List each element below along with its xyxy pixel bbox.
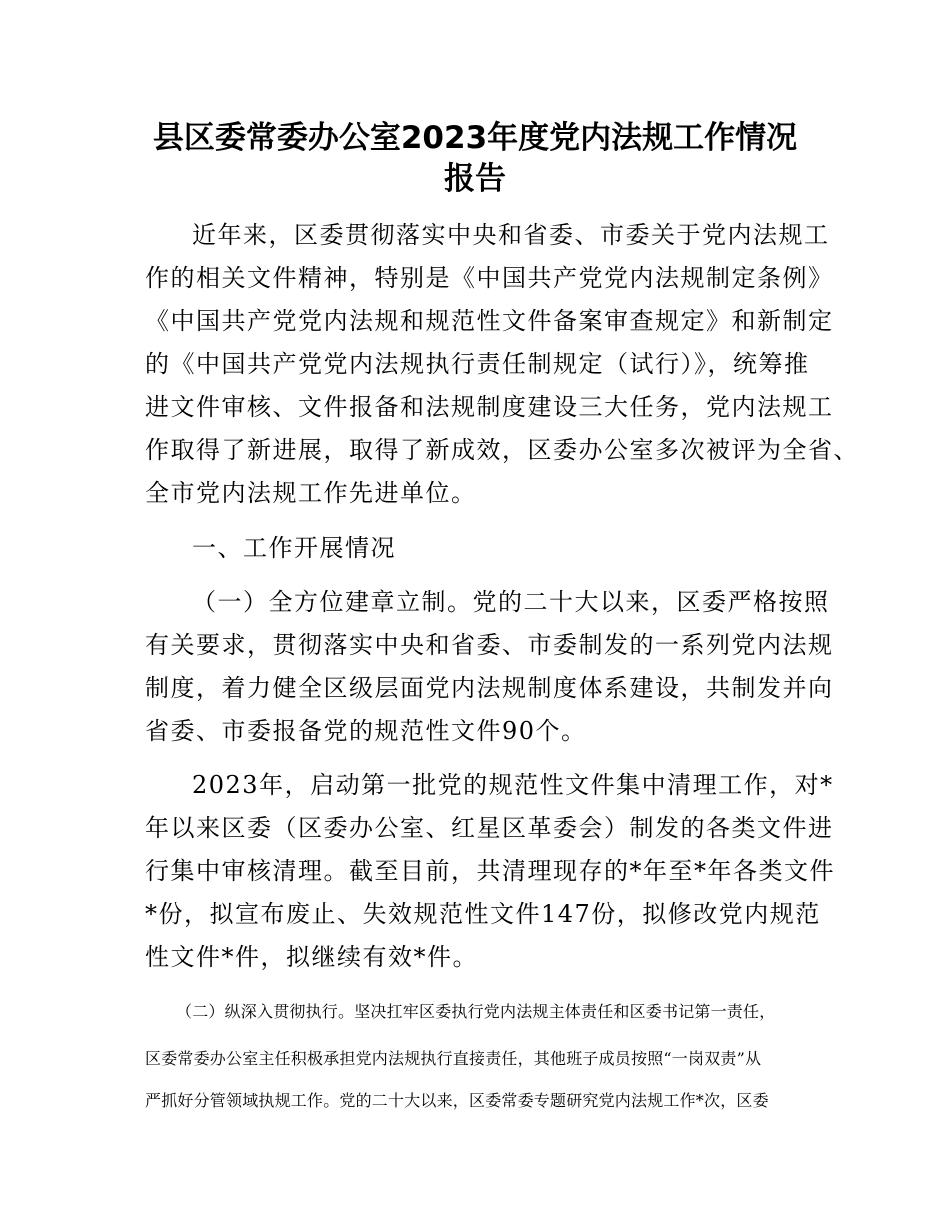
paragraph-line: 行集中审核清理。截至目前，共清理现存的*年至*年各类文件 [145, 857, 835, 885]
paragraph-line: 全市党内法规工作先进单位。 [145, 479, 477, 507]
paragraph-line: 进文件审核、文件报备和法规制度建设三大任务，党内法规工 [145, 393, 834, 421]
paragraph-line: 的《中国共产党党内法规执行责任制规定（试行）》，统筹推 [145, 350, 810, 378]
paragraph-line: 严抓好分管领域执规工作。党的二十大以来，区委常委专题研究党内法规工作*次，区委 [145, 1091, 769, 1110]
document-title-line-1: 县区委常委办公室2023年度党内法规工作情况 [152, 120, 798, 156]
paragraph-line: 年以来区委（区委办公室、红星区革委会）制发的各类文件进 [145, 814, 834, 842]
paragraph-line: （二）纵深入贯彻执行。坚决扛牢区委执行党内法规主体责任和区委书记第一责任， [176, 1002, 776, 1021]
paragraph-line: 2023年，启动第一批党的规范性文件集中清理工作，对* [192, 771, 834, 799]
paragraph-line: 有关要求，贯彻落实中央和省委、市委制发的一系列党内法规 [145, 631, 834, 659]
paragraph-line: 性文件*件，拟继续有效*件。 [145, 943, 478, 971]
paragraph-line: 制度，着力健全区级层面党内法规制度体系建设，共制发并向 [145, 674, 834, 702]
section-heading: 一、工作开展情况 [192, 534, 396, 562]
paragraph-line: （一）全方位建章立制。党的二十大以来，区委严格按照 [192, 588, 830, 616]
paragraph-line: 近年来，区委贯彻落实中央和省委、市委关于党内法规工 [192, 221, 830, 249]
paragraph-line: 省委、市委报备党的规范性文件90个。 [145, 717, 587, 745]
paragraph-line: 作的相关文件精神，特别是《中国共产党党内法规制定条例》 [145, 264, 834, 292]
paragraph-line: *份，拟宣布废止、失效规范性文件147份，拟修改党内规范 [145, 900, 821, 928]
paragraph-line: 作取得了新进展，取得了新成效，区委办公室多次被评为全省、 [145, 436, 859, 464]
document-title-line-2: 报告 [444, 161, 506, 197]
paragraph-line: 区委常委办公室主任积极承担党内法规执行直接责任，其他班子成员按照“一岗双责”从 [145, 1049, 762, 1068]
paragraph-line: 《中国共产党党内法规和规范性文件备案审查规定》和新制定 [145, 307, 834, 335]
